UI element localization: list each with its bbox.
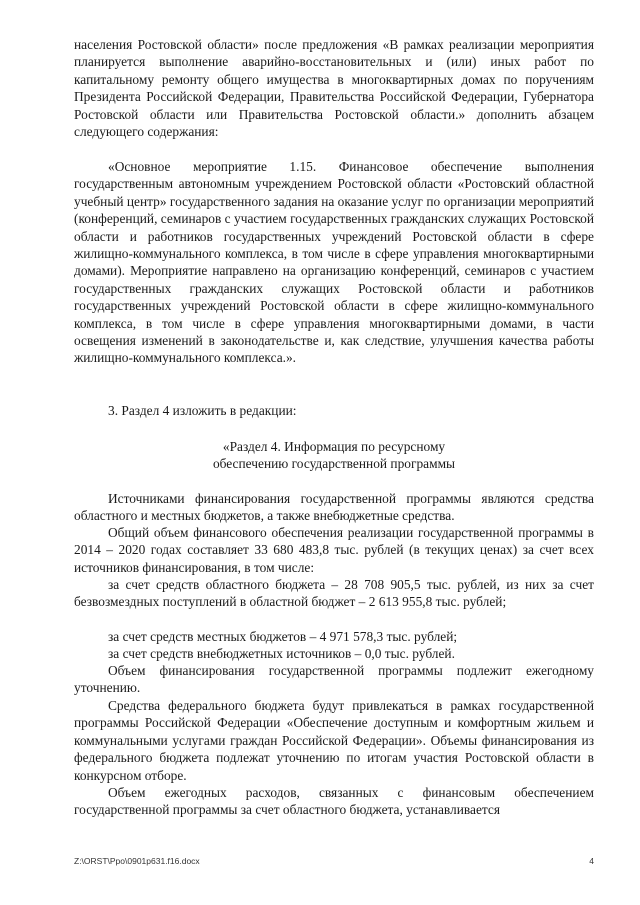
paragraph-section-instruction: 3. Раздел 4 изложить в редакции: <box>108 403 297 418</box>
section-heading <box>74 438 594 473</box>
footer-file-path: Z:\ORST\Ppo\0901p631.f16.docx <box>74 856 200 866</box>
section-heading-line-2: обеспечению государственной программы <box>212 456 456 472</box>
section-heading-line-1: «Раздел 4. Информация по ресурсному <box>222 439 446 454</box>
paragraph-regional-budget: за счет средств областного бюджета – 28 708 905,5 тыс. рублей, из них за счет безвозмездных поступлений в областной бюджет – 2 613 955,8 тыс. рублей; <box>74 577 594 610</box>
paragraph-funding-sources: Источниками финансирования государственной программы являются средства областного и местных бюджетов, а также внебюджетные средства. <box>74 491 594 524</box>
page-number: 4 <box>589 856 594 866</box>
paragraph-federal-budget: Средства федерального бюджета будут привлекаться в рамках государственной программы Российской Федерации «Обеспечение доступным и комфортным жильем и коммунальными услугами граждан Российской Федерации». Объемы финансирования из федерального бюджета подлежат уточнению по итогам участия Ростовской области в конкурсном отборе. <box>74 698 594 783</box>
paragraph-local-budgets: за счет средств местных бюджетов – 4 971 578,3 тыс. рублей; <box>108 629 458 644</box>
paragraph-main-activity: «Основное мероприятие 1.15. Финансовое обеспечение выполнения государственным автономным учреждением Ростовской области «Ростовский областной учебный центр» государственного задания на оказание услуг по организации мероприятий (конференций, семинаров с участием государственных гражданских служащих Ростовской области и работников государственных учреждений Ростовской области в сфере жилищно-коммунального комплекса, в том числе в сфере управления многоквартирными домами). Мероприятие направлено на организацию конференций, семинаров с участием государственных гражданских служащих Ростовской области и работников государственных учреждений Ростовской области в сфере жилищно-коммунального комплекса, в том числе в сфере управления многоквартирными домами, в части освещения изменений в законодательстве и, как следствие, улучшения качества работы жилищно-коммунального комплекса.». <box>74 159 594 366</box>
paragraph-annual-adjustment: Объем финансирования государственной программы подлежит ежегодному уточнению. <box>74 663 594 696</box>
paragraph-annual-expenses: Объем ежегодных расходов, связанных с финансовым обеспечением государственной программы за счет областного бюджета, устанавливается <box>74 785 594 818</box>
paragraph-total-volume: Общий объем финансового обеспечения реализации государственной программы в 2014 – 2020 годах составляет 33 680 483,8 тыс. рублей (в текущих ценах) за счет всех источников финансирования, в том числе: <box>74 525 594 575</box>
paragraph-extrabudgetary: за счет средств внебюджетных источников – 0,0 тыс. рублей. <box>108 646 455 661</box>
paragraph-intro: населения Ростовской области» после предложения «В рамках реализации мероприятия планируется выполнение аварийно-восстановительных и (или) иных работ по капитальному ремонту общего имущества в многоквартирных домах по поручениям Президента Российской Федерации, Правительства Российской Федерации, Губернатора Ростовской области или Правительства Ростовской области.» дополнить абзацем следующего содержания: <box>74 37 594 140</box>
